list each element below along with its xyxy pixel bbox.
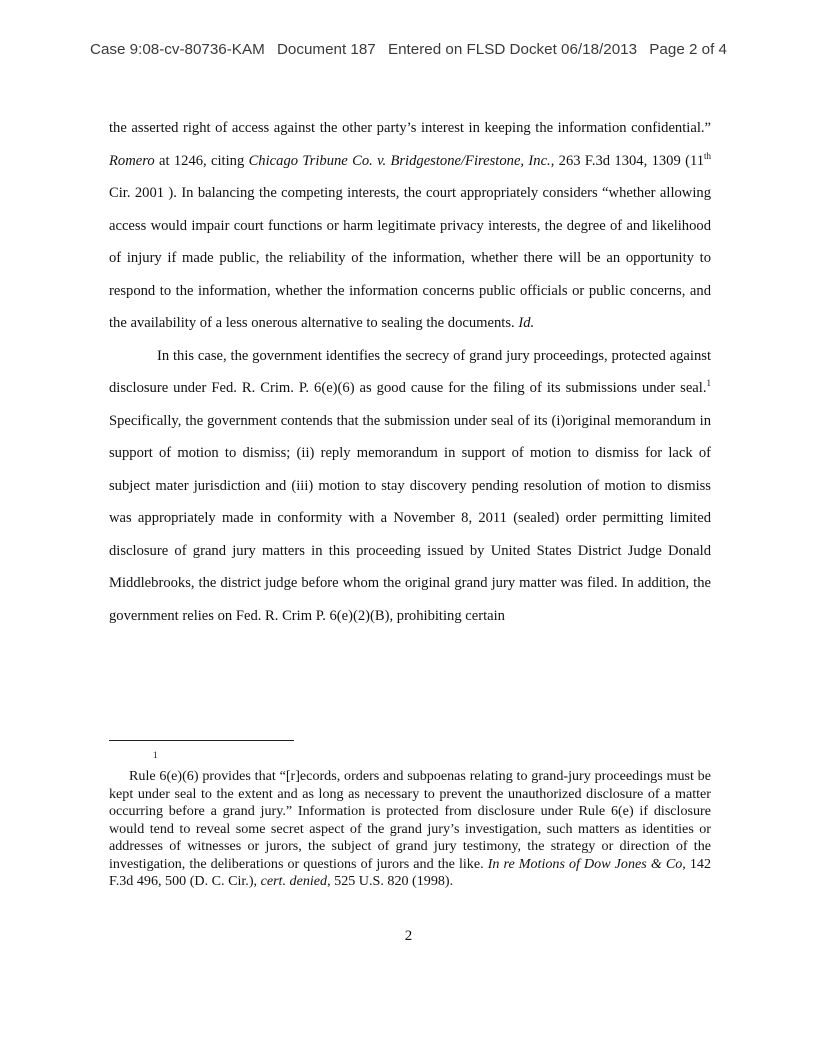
header-entered-date: Entered on FLSD Docket 06/18/2013 [387, 41, 638, 58]
p1-text-c: at 1246, citing [154, 152, 249, 169]
footnote-citation-dow-jones: In re Motions of Dow Jones & Co [487, 855, 683, 872]
paragraph-2 [109, 340, 711, 633]
header-page-count: Page 2 of 4 [649, 41, 727, 58]
p1-superscript: th [704, 150, 712, 161]
p1-citation-chicago-tribune: Chicago Tribune Co. v. Bridgestone/Firestone, Inc. [248, 152, 551, 169]
p2-text-b: Specifically, the government contends that the submission under seal of its (i)original memorandum in support of motion to dismiss; (ii) reply memorandum in support of motion to dismiss for lack of subject mater jurisdiction and (iii) motion to stay discovery pending resolution of motion to dismiss was appropriately made in conformity with a November 8, 2011 (sealed) order permitting limited disclosure of grand jury matters in this proceeding issued by United States District Judge Donald Middlebrooks, the district judge before whom the original grand jury matter was filed. In addition, the government relies on Fed. R. Crim P. 6(e)(2)(B), prohibiting certain [109, 412, 711, 624]
page-number: 2 [404, 928, 413, 944]
footnote-reference: 1 [706, 378, 711, 389]
footnote-cert-denied: cert. denied [260, 873, 328, 889]
p1-text-a: the asserted right of access against the other party’s interest in keeping the information confidential.” [109, 120, 711, 136]
header-case-number: Case 9:08-cv-80736-KAM [89, 41, 265, 58]
p1-text-f: Cir. 2001 ). In balancing the competing interests, the court appropriately considers “whether allowing access would impair court functions or harm legitimate privacy interests, the degree of and likelihood of injury if made public, the reliability of the information, whether there will be an opportunity to respond to the information, whether the information concerns public officials or public concerns, and the availability of a less onerous alternative to sealing the documents. [109, 185, 711, 331]
docket-header [0, 41, 817, 58]
footnote-text-a: Rule 6(e)(6) provides that “[r]ecords, orders and subpoenas relating to grand-jury proceedings must be kept under seal to the extent and as long as necessary to prevent the unauthorized disclosure of a matter occurring before a grand jury.” Information is protected from disclosure under Rule 6(e) if disclosure would tend to reveal some secret aspect of the grand jury’s investigation, such matters as identities or addresses of witnesses or jurors, the subject of grand jury testimony, the strategy or direction of the investigation, the deliberations or questions of jurors and the like. [109, 768, 711, 872]
footnote-text-e: , 525 U.S. 820 (1998). [327, 873, 454, 889]
paragraph-1 [109, 112, 711, 340]
p2-text-a: In this case, the government identifies the secrecy of grand jury proceedings, protected against disclosure under Fed. R. Crim. P. 6(e)(6) as good cause for the filing of its submissions under seal. [109, 347, 711, 396]
footnote-number: 1 [153, 750, 158, 760]
p1-citation-id: Id. [518, 315, 535, 331]
footnote-divider [109, 740, 294, 741]
header-document-number: Document 187 [276, 41, 376, 58]
body-text [109, 112, 711, 632]
p1-citation-romero: Romero [109, 152, 155, 169]
footnote-text [109, 768, 711, 891]
p1-text-e: , 263 F.3d 1304, 1309 (11 [550, 152, 704, 169]
footnote-text-c: , 142 F.3d 496, 500 (D. C. Cir.), [109, 855, 711, 889]
